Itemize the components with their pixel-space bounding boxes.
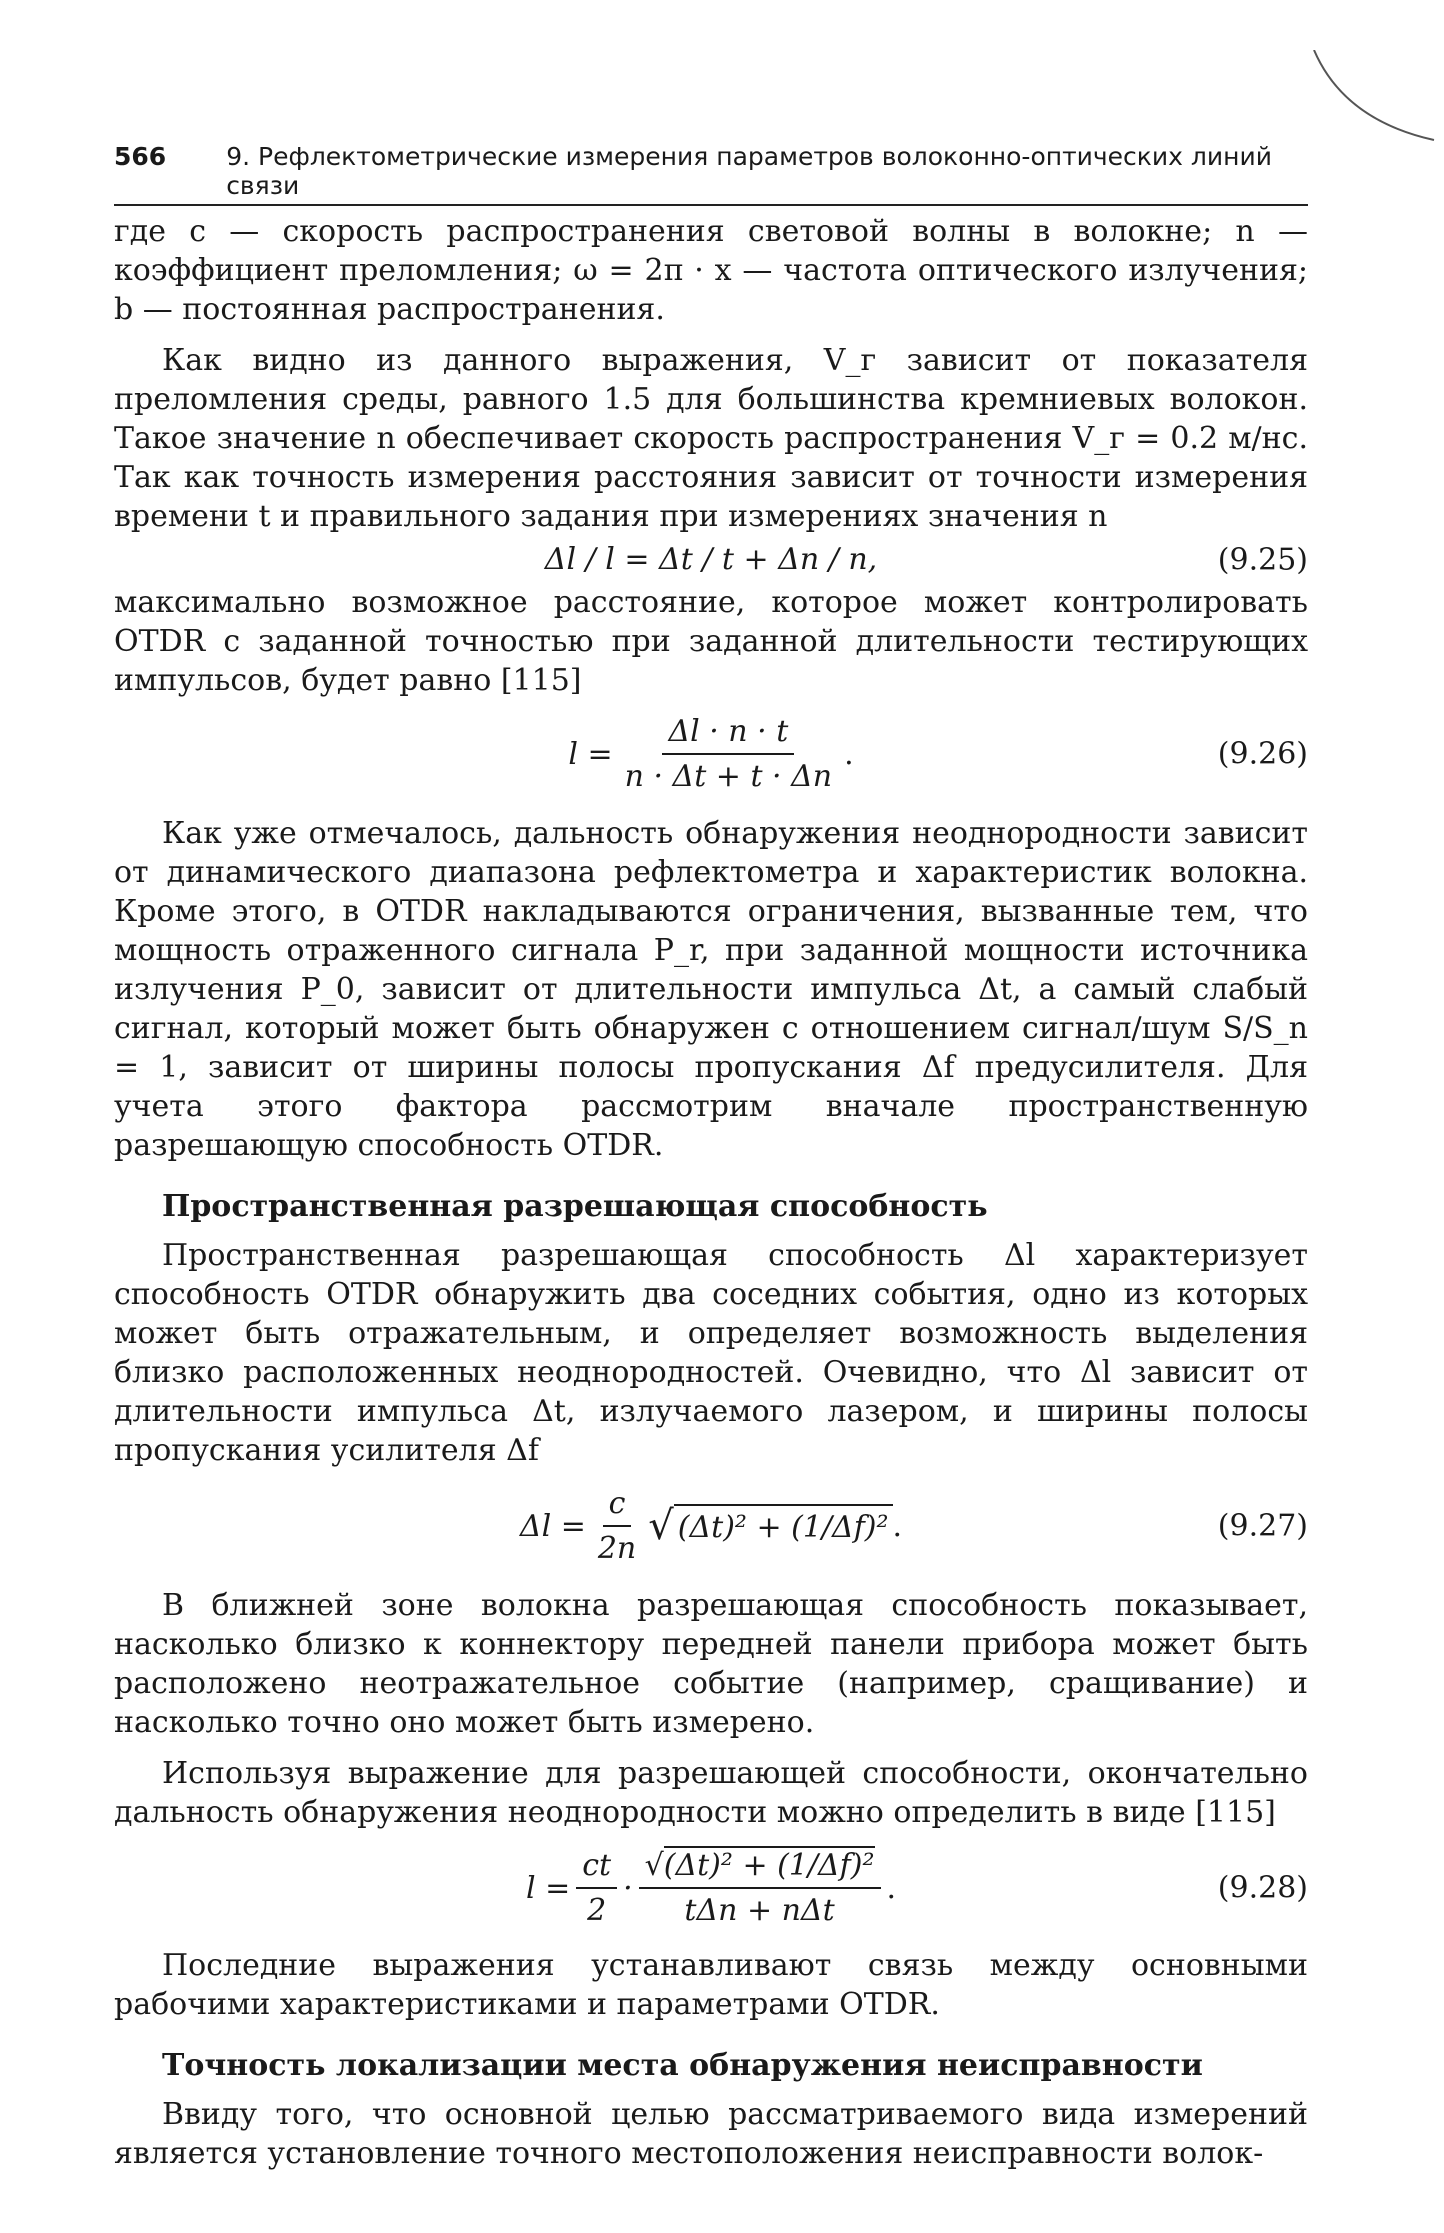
equation-9-28-lhs: l = (525, 1870, 571, 1906)
equation-9-25-expr: Δl / l = Δt / t + Δn / n, (544, 542, 878, 577)
equation-9-28 (114, 1846, 1308, 1930)
equation-9-26-numerator: Δl · n · t (662, 712, 794, 755)
equation-9-25 (114, 540, 1308, 579)
equation-9-28-dot: · (623, 1870, 633, 1906)
equation-9-28-tail: . (886, 1870, 897, 1906)
equation-9-27-tail: . (892, 1508, 903, 1544)
paragraph-relations: Последние выражения устанавливают связь между основными рабочими характеристиками и параметрами OTDR. (114, 1948, 1308, 2022)
equation-9-28-numerator-1: ct (576, 1846, 617, 1889)
equation-9-28-denominator-2: tΔn + nΔt (684, 1893, 835, 1928)
equation-9-25-number: (9.25) (1217, 542, 1308, 577)
paragraph-definitions: где c — скорость распространения световой волны в волокне; n — коэффициент преломления; ω = 2π · x — частота оптического излучения; b — постоянная распространения. (114, 214, 1308, 327)
paragraph-near-zone: В ближней зоне волокна разрешающая способность показывает, насколько близко к коннектору передней панели прибора может быть расположено неотражательное событие (например, сращивание) и насколько точно оно может быть измерено. (114, 1588, 1308, 1740)
running-title: 9. Рефлектометрические измерения параметров волоконно-оптических линий связи (226, 142, 1272, 200)
equation-9-28-numerator-2 (639, 1846, 881, 1889)
sqrt-sign-icon: √ (648, 1503, 674, 1549)
paragraph-localization: Ввиду того, что основной целью рассматриваемого вида измерений является установление точного местоположения неисправности волок- (114, 2097, 1308, 2171)
equation-9-28-fraction-1 (576, 1846, 617, 1930)
equation-9-27-fraction (592, 1484, 642, 1568)
running-header (114, 142, 1308, 206)
page-number: 566 (114, 142, 167, 171)
section-heading-localization-accuracy: Точность локализации места обнаружения неисправности (162, 2048, 1203, 2083)
equation-9-27-radicand: (Δt)² + (1/Δf)² (674, 1504, 893, 1548)
equation-9-28-radicand: (Δt)² + (1/Δf)² (663, 1848, 875, 1883)
equation-9-26-number: (9.26) (1217, 736, 1308, 772)
equation-9-26-lhs: l = (568, 736, 613, 772)
equation-9-27-lhs: Δl = (519, 1508, 586, 1544)
paragraph-max-distance: максимально возможное расстояние, которое может контролировать OTDR с заданной точностью при заданной длительности тестирующих импульсов, будет равно [115] (114, 585, 1308, 698)
equation-9-28-fraction-2 (639, 1846, 881, 1930)
equation-9-27-number: (9.27) (1217, 1508, 1308, 1544)
equation-9-27-denominator: 2n (597, 1531, 637, 1566)
equation-9-27 (114, 1484, 1308, 1568)
equation-9-26-denominator: n · Δt + t · Δn (624, 759, 833, 794)
equation-9-27-numerator: c (603, 1484, 632, 1527)
page-corner-fold (1304, 50, 1444, 190)
equation-9-27-sqrt (648, 1504, 892, 1548)
equation-9-26 (114, 712, 1308, 796)
sqrt-sign-icon: √ (644, 1848, 664, 1883)
paragraph-final-distance: Используя выражение для разрешающей способности, окончательно дальность обнаружения неоднородности можно определить в виде [115] (114, 1756, 1308, 1830)
equation-9-28-number: (9.28) (1217, 1870, 1308, 1906)
equation-9-26-fraction (619, 712, 839, 796)
equation-9-26-tail: . (844, 736, 854, 772)
paragraph-spatial-resolution: Пространственная разрешающая способность Δl характеризует способность OTDR обнаружить два соседних события, одно из которых может быть отражательным, и определяет возможность выделения близко расположенных неоднородностей. Очевидно, что Δl зависит от длительности импульса Δt, излучаемого лазером, и ширины полосы пропускания усилителя Δf (114, 1238, 1308, 1468)
section-heading-spatial-resolution: Пространственная разрешающая способность (162, 1189, 988, 1224)
paragraph-velocity: Как видно из данного выражения, V_г зависит от показателя преломления среды, равного 1.5 для большинства кремниевых волокон. Такое значение n обеспечивает скорость распространения V_г = 0.2 м/нс. Так как точность измерения расстояния зависит от точности измерения времени t и правильного задания при измерениях значения n (114, 343, 1308, 534)
page-body (114, 212, 1308, 2173)
paragraph-dynamic-range: Как уже отмечалось, дальность обнаружения неоднородности зависит от динамического диапазона рефлектометра и характеристик волокна. Кроме этого, в OTDR накладываются ограничения, вызванные тем, что мощность отраженного сигнала P_r, при заданной мощности источника излучения P_0, зависит от длительности импульса Δt, а самый слабый сигнал, который может быть обнаружен с отношением сигнал/шум S/S_n = 1, зависит от ширины полосы пропускания Δf предусилителя. Для учета этого фактора рассмотрим вначале пространственную разрешающую способность OTDR. (114, 816, 1308, 1163)
equation-9-28-denominator-1: 2 (587, 1893, 607, 1928)
